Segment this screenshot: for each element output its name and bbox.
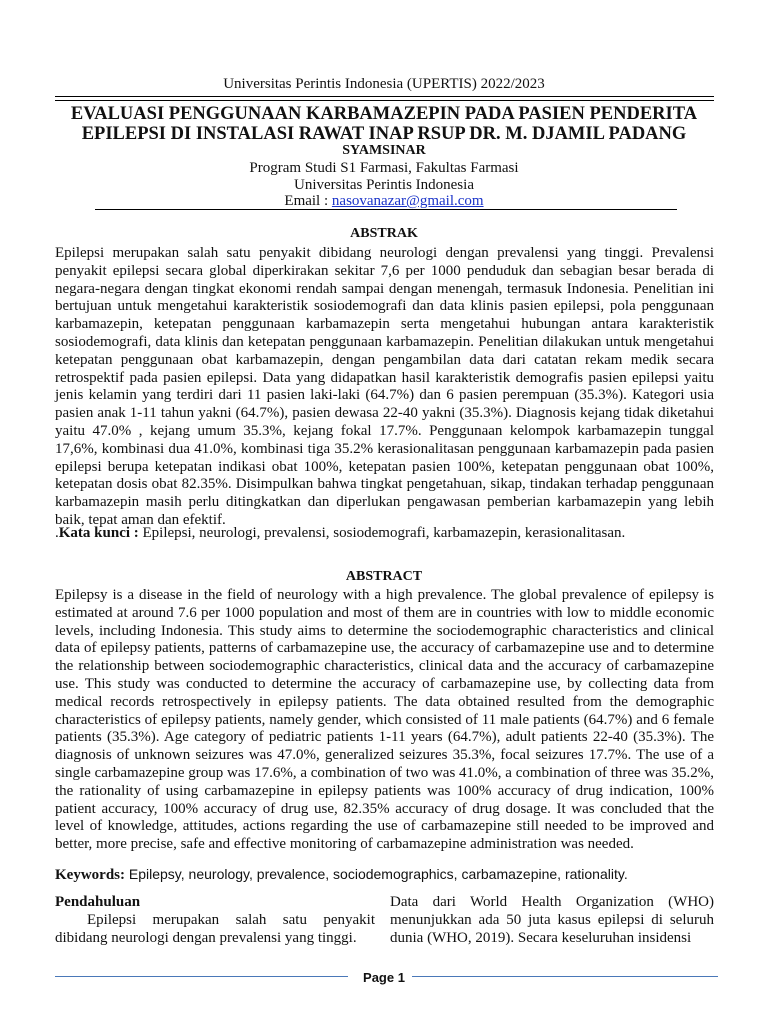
kata-kunci-line	[55, 525, 714, 543]
abstrak-body: Epilepsi merupakan salah satu penyakit dibidang neurologi dengan prevalensi yang tinggi. Prevalensi penyakit epilepsi secara global diperkirakan sekitar 7,6 per 1000 penduduk dan sebagian besar berada di negara-negara dengan tingkat ekonomi rendah sampai dengan menengah, termasuk Indonesia. Penelitian ini bertujuan untuk mengetahui karakteristik sosiodemografi dan data klinis pasien epilepsi, pola penggunaan karbamazepin, ketepatan penggunaan karbamazepin serta mengetahui hubungan antara karakteristik sosiodemografi, data klinis dan ketepatan penggunaan karbamazepin. Penelitian dilakukan untuk mengetahui ketepatan penggunaan obat karbamazepin, dengan pengambilan data dari catatan rekam medik secara retrospektif pada pasien epilepsi. Data yang didapatkan hasil karakteristik demografis pasien epilepsi yaitu jenis kelamin yang terdiri dari 11 pasien laki-laki (64.7%) dan 6 pasien perempuan (35.3%). Kategori usia pasien anak 1-11 tahun yakni (64.7%), pasien dewasa 22-40 yakni (35.3%). Diagnosis kejang tidak diketahui yaitu 47.0% , kejang umum 35.3%, kejang fokal 17.7%. Penggunaan kelompok karbamazepin tunggal 17,6%, kombinasi dua 41.0%, kombinasi tiga 35.2% kerasionalitasan penggunaan karbamazepin pada pasien epilepsi berupa ketepatan indikasi obat 100%, ketepatan pasien 100%, ketepatan penggunaan obat 100%, ketepatan dosis obat 82.35%. Disimpulkan bahwa tingkat pengetahuan, sikap, tindakan terhadap penggunaan karbamazepin masih perlu ditingkatkan dan diperlukan pengawasan pemberian karbamazepin yang lebih baik, tepat aman dan efektif.	[55, 245, 714, 528]
affiliation-rule	[95, 209, 677, 210]
footer-rule-right	[412, 976, 718, 977]
abstract-heading: ABSTRACT	[345, 569, 423, 584]
intro-heading: Pendahuluan	[55, 894, 141, 910]
abstract-body: Epilepsy is a disease in the field of neurology with a high prevalence. The global prevalence of epilepsy is estimated at around 7.6 per 1000 population and most of them are in countries with low to middle economic levels, including Indonesia. This study aims to determine the sociodemographic characteristics and clinical data of epilepsy patients, patterns of carbamazepine use, the accuracy of carbamazepine use and to determine the relationship between sociodemographic characteristics, clinical data and the accuracy of carbamazepine use. This study was conducted to determine the accuracy of carbamazepine use, by collecting data from medical records retrospectively in epilepsy patients. The data obtained resulted from the demographic characteristics of epilepsy patients, namely gender, which consisted of 11 male patients (64.7%) and 6 female patients (35.3%). Age category of pediatric patients 1-11 years (64.7%), adult patients 22-40 (35.3%). The diagnosis of unknown seizures was 47.0%, generalized seizures 35.3%, focal seizures 17.7%. The use of a single carbamazepine group was 17.6%, a combination of two was 41.0%, a combination of three was 35.2%, the rationality of using carbamazepine in epilepsy patients was 100% accuracy of drug indication, 100% patient accuracy, 100% accuracy of drug use, 82.35% accuracy of drug dosage. It was concluded that the level of knowledge, attitudes, actions regarding the use of carbamazepine still needed to be improved and better, more precise, safe and effective monitoring of carbamazepine administration was needed.	[55, 587, 714, 853]
keywords-line	[55, 866, 714, 885]
intro-right-column	[390, 894, 714, 947]
title-line-1: EVALUASI PENGGUNAAN KARBAMAZEPIN PADA PASIEN PENDERITA	[70, 104, 698, 124]
kata-kunci-label: Kata kunci :	[58, 525, 139, 541]
keywords-label: Keywords:	[55, 867, 125, 883]
email-label: Email :	[284, 193, 332, 209]
intro-left-text: Epilepsi merupakan salah satu penyakit dibidang neurologi dengan prevalensi yang tinggi.	[55, 911, 375, 946]
paper-title	[40, 104, 728, 144]
running-header: Universitas Perintis Indonesia (UPERTIS) 2022/2023	[223, 76, 545, 92]
kata-kunci-text: Epilepsi, neurologi, prevalensi, sosiodemografi, karbamazepin, kerasionalitasan.	[138, 525, 626, 541]
header-double-rule	[55, 96, 714, 101]
email-link[interactable]: nasovanazar@gmail.com	[331, 193, 484, 209]
intro-right-text: Data dari World Health Organization (WHO) menunjukkan ada 50 juta kasus epilepsi di seluruh dunia (WHO, 2019). Secara keseluruhan insidensi	[390, 894, 714, 946]
page-number: Page 1	[363, 970, 405, 985]
keywords-text: Epilepsy, neurology, prevalence, sociodemographics, carbamazepine, rationality.	[125, 866, 628, 882]
author-university: Universitas Perintis Indonesia	[294, 177, 474, 193]
intro-left-column	[55, 894, 375, 947]
author-email-line	[0, 193, 768, 210]
kata-kunci-prefix: .	[55, 525, 59, 541]
author-program: Program Studi S1 Farmasi, Fakultas Farmasi	[249, 160, 519, 176]
author-name: SYAMSINAR	[342, 143, 426, 158]
abstrak-heading: ABSTRAK	[350, 226, 418, 241]
title-line-2: EPILEPSI DI INSTALASI RAWAT INAP RSUP DR. M. DJAMIL PADANG	[81, 124, 687, 144]
